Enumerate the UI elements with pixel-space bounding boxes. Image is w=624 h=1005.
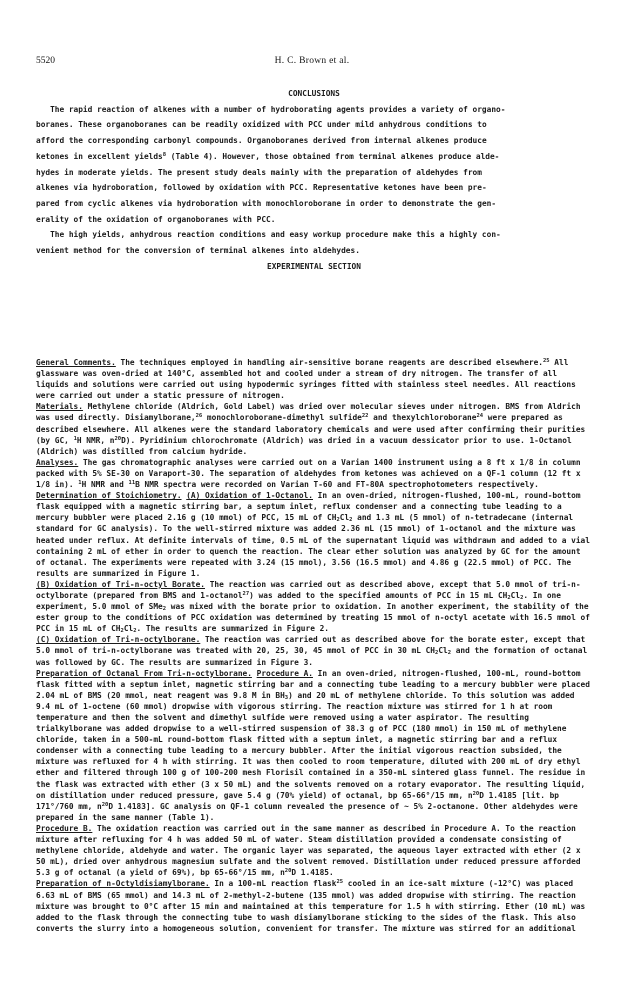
reference-marker: 25 bbox=[336, 879, 344, 886]
octanal-preparation-heading: Preparation of Octanal From Tri-n-octylborane. bbox=[36, 668, 252, 678]
text-line: pared from cyclic alkenes via hydroboration with monochloroborane in order to demonstrate the gen- bbox=[36, 198, 497, 208]
isotope-marker: 11 bbox=[128, 480, 136, 487]
temperature-marker: 20 bbox=[284, 868, 292, 875]
octanol-oxidation-heading: (A) Oxidation of 1-Octanol. bbox=[186, 491, 313, 501]
text-run: In a 100-mL reaction flask bbox=[209, 879, 337, 889]
materials-paragraph bbox=[36, 401, 592, 456]
octanal-procedure-a-paragraph bbox=[36, 668, 592, 823]
text-line: alkenes via hydroboration, followed by oxidation with PCC. Representative ketones have been pre- bbox=[36, 183, 487, 193]
text-run: The techniques employed in handling air-sensitive borane reagents are described elsewhere. bbox=[115, 358, 543, 367]
text-run: The reaction was carried out as described above for the borate ester, except that 5.0 mmol of tri-n-octylborane was treated with 20, 25, 30, 45 mmol of PCC in 30 mL CH bbox=[36, 635, 586, 656]
text-run: and thexylchloroborane bbox=[368, 413, 477, 423]
subscript: 2 bbox=[507, 594, 511, 601]
general-comments-paragraph bbox=[36, 357, 592, 401]
experimental-title: EXPERIMENTAL SECTION bbox=[267, 261, 361, 271]
text-run: H NMR, n bbox=[76, 435, 115, 445]
text-run: The reaction was carried out as described above, except that 5.0 mmol of tri-n-octylborate (prepared from BMS and 1-octanol bbox=[36, 579, 581, 600]
text-line: The high yields, anhydrous reaction conditions and easy workup procedure make this a highly con- bbox=[50, 230, 501, 240]
text-run: Cl bbox=[438, 646, 448, 656]
text-line: hydes in moderate yields. The present study deals mainly with the preparation of aldehydes from bbox=[36, 167, 482, 177]
analyses-heading: Analyses. bbox=[36, 457, 79, 467]
text-run: and the formation of octanal was followed by GC. The results are summarized in Figure 3. bbox=[36, 646, 588, 667]
borate-oxidation-heading: (B) Oxidation of Tri-n-octyl Borate. bbox=[36, 579, 205, 589]
general-comments-heading: General Comments. bbox=[36, 358, 116, 367]
page-header bbox=[36, 56, 588, 68]
reference-marker: 8 bbox=[162, 151, 167, 158]
text-run: All glassware was oven-dried at 140°C, assembled hot and cooled under a stream of dry nitrogen. The transfer of all liquids and solutions were carried out using hypodermic syringes fitted with stainless steel needles. All reactions were carried out under a static pressure of nitrogen. bbox=[36, 358, 576, 401]
text-line: erality of the oxidation of organoboranes with PCC. bbox=[36, 214, 276, 224]
text-run: and 1.3 mL (5 mmol) of n-tetradecane (internal standard for GC analysis). To the well-stirred mixture was added 2.36 mL (15 mmol) of 1-octanol and the mixture was heated under reflux. At definite intervals of time, 0.5 mL of the supernatant liquid was withdrawn and added to a vial containing 2 mL of ether in order to quench the reaction. The clear ether solution was analyzed by GC for the amount of octanal. The experiments were repeated with 3.24 (15 mmol), 3.56 (16.5 mmol) and 4.86 g (22.5 mmol) of PCC. The results are summarized in Figure 1. bbox=[36, 513, 590, 578]
subscript: 2 bbox=[162, 606, 167, 613]
temperature-marker: 20 bbox=[114, 435, 122, 442]
reference-marker: 27 bbox=[242, 590, 250, 597]
reference-marker: 24 bbox=[476, 413, 484, 420]
text-run: Cl bbox=[339, 513, 350, 523]
text-run: H NMR and bbox=[81, 480, 129, 490]
subscript: 2 bbox=[349, 517, 353, 524]
reference-marker: 25 bbox=[542, 358, 550, 364]
text-run: . The results are summarized in Figure 2. bbox=[136, 624, 329, 634]
text-run: (Table 4). However, those obtained from terminal alkenes produce alde- bbox=[166, 151, 500, 161]
text-run: Cl bbox=[123, 624, 134, 634]
conclusions-title: CONCLUSIONS bbox=[288, 89, 340, 98]
subscript: 2 bbox=[447, 650, 452, 657]
stoichiometry-heading: Determination of Stoichiometry. bbox=[36, 491, 182, 501]
disiamylborane-heading: Preparation of n-Octyldisiamylborane. bbox=[36, 879, 210, 889]
text-run: ) was added to the specified amounts of PCC in 15 mL CH bbox=[249, 590, 508, 600]
procedure-b-heading: Procedure B. bbox=[36, 823, 93, 833]
text-line: boranes. These organoboranes can be readily oxidized with PCC under mild anhydrous conditions to bbox=[36, 120, 487, 130]
text-run: In an oven-dried, nitrogen-flushed, 100-mL, round-bottom flask equipped with a magnetic stirring bar, a septum inlet, reflux condenser and a connecting tube leading to a mercury bubbler were placed 2.16 g (10 mmol) of PCC, 15 mL of CH bbox=[36, 491, 581, 523]
text-run: Cl bbox=[510, 590, 521, 600]
subscript: 3 bbox=[284, 694, 289, 701]
text-run: Methylene chloride (Aldrich, Gold Label) was dried over molecular sieves under nitrogen. BMS from Aldrich was used directly. Disiamylborane, bbox=[36, 402, 581, 423]
subscript: 2 bbox=[133, 628, 137, 635]
text-run: D 1.4185. bbox=[291, 868, 334, 878]
subscript: 2 bbox=[520, 594, 524, 601]
analyses-paragraph bbox=[36, 457, 592, 490]
conclusions-paragraph-1 bbox=[36, 102, 592, 228]
materials-heading: Materials. bbox=[36, 402, 83, 412]
isotope-marker: 1 bbox=[73, 435, 77, 442]
text-run: was mixed with the borate prior to oxidation. In another experiment, the stability of the ester group to the conditions of PCC oxidation was determined by treating 15 mmol of n-octyl acetate with 16.5 mmol of PCC in 15 mL of CH bbox=[36, 602, 590, 634]
subscript: 2 bbox=[336, 517, 340, 524]
reference-marker: 22 bbox=[361, 413, 369, 420]
text-run: D 1.4185 [lit. bp 171°/760 mm, n bbox=[36, 790, 559, 811]
text-run: The gas chromatographic analyses were carried out on a Varian 1400 instrument using a 8 ft x 1/8 in column packed with 5% SE-30 on Varaport-30. The separation of aldehydes from ketones was achieved on a QF-1 column (12 ft x 1/8 in). bbox=[36, 457, 581, 490]
text-run: The oxidation reaction was carried out in the same manner as described in Procedure A. To the reaction mixture after refluxing for 4 h was added 50 mL of water. Steam distillation provided a condensate consisting of methylene chloride, aldehyde and water. The organic layer was separated, the aqueous layer extracted with ether (2 x 50 mL), dried over anhydrous magnesium sulfate and the solvent removed. Distillation under reduced pressure afforded 5.3 g of octanal (a yield of 69%), bp 65-66°/15 mm, n bbox=[36, 823, 581, 878]
isotope-marker: 1 bbox=[78, 480, 82, 487]
text-run: ketones in excellent yields bbox=[36, 151, 163, 161]
text-run: . In one experiment, 5.0 mmol of SMe bbox=[36, 590, 561, 612]
conclusions-section bbox=[36, 86, 592, 274]
page-number: 5520 bbox=[36, 56, 55, 66]
text-line: venient method for the conversion of terminal alkenes into aldehydes. bbox=[36, 246, 360, 256]
text-run: cooled in an ice-salt mixture (-12°C) was placed 6.63 mL of BMS (65 mmol) and 14.3 mL of 2-methyl-2-butene (135 mmol) was added dropwise with stirring. The reaction mixture was brought to 0°C after 15 min and maintained at this temperature for 1.5 h with stirring. Ether (10 mL) was added to the flask through the connecting tube to wash disiamylborane sticking to the sides of the flask. This also converts the slurry into a homogeneous solution, convenient for transfer. The mixture was stirred for an additional bbox=[36, 879, 586, 933]
subscript: 2 bbox=[435, 650, 439, 657]
text-run: B NMR spectra were recorded on Varian T-60 and FT-80A spectrophotometers respectively. bbox=[135, 480, 539, 490]
text-run: ) and 20 mL of methylene chloride. To this solution was added 9.4 mL of 1-octene (60 mmol) dropwise with vigorous stirring. The reaction mixture was stirred for 1 h at room temperature and then the solvent and dimethyl sulfide were removed using a water aspirator. The resulting trialkylborane was added dropwise to a well-stirred suspension of 38.3 g of PCC (180 mmol) in 150 mL of methylene chloride, taken in a 500-mL round-bottom flask fitted with a septum inlet, a magnetic stirring bar and a reflux condenser with a connecting tube leading to a mercury bubbler. After the initial vigorous reaction subsided, the mixture was refluxed for 4 h with stirring. It was then cooled to room temperature, diluted with 200 mL of dry ethyl ether and filtered through 100 g of 100-200 mesh Florisil contained in a 350-mL sintered glass funnel. The residue in the flask was extracted with ether (3 x 50 mL) and the solvents removed on a rotary evaporator. The resulting liquid, on distillation under reduced pressure, gave 5.4 g (70% yield) of octanal, bp 65-66°/15 mm, n bbox=[36, 690, 586, 800]
text-line: afford the corresponding carbonyl compounds. Organoboranes derived from internal alkenes produce bbox=[36, 136, 487, 146]
octanal-procedure-b-paragraph bbox=[36, 823, 592, 878]
text-run: were prepared as described elsewhere. All alkenes were the standard laboratory chemicals and were used after confirming their purities (by GC, bbox=[36, 413, 586, 445]
procedure-a-heading: Procedure A. bbox=[256, 668, 313, 678]
disiamylborane-paragraph bbox=[36, 878, 592, 933]
temperature-marker: 20 bbox=[101, 801, 109, 808]
reference-marker: 26 bbox=[195, 413, 203, 420]
borane-oxidation-heading: (C) Oxidation of Tri-n-octylborane. bbox=[36, 635, 201, 645]
text-run: D 1.4183]. GC analysis on QF-1 column revealed the presence of ~ 5% 2-octanone. Other aldehydes were prepared in the same manner (Table 1). bbox=[36, 801, 578, 822]
experimental-section bbox=[36, 357, 592, 934]
text-line bbox=[36, 149, 592, 165]
text-run: In an oven-dried, nitrogen-flushed, 100-mL, round-bottom flask fitted with a septum inlet, magnetic stirring bar and a connecting tube leading to a mercury bubbler were placed 2.04 mL of BMS (20 mmol, neat reagent was 9.8 M in BH bbox=[36, 668, 590, 700]
borane-oxidation-paragraph bbox=[36, 634, 592, 667]
borate-oxidation-paragraph bbox=[36, 579, 592, 634]
temperature-marker: 20 bbox=[472, 790, 480, 797]
text-line: The rapid reaction of alkenes with a number of hydroborating agents provides a variety of organo- bbox=[50, 104, 506, 114]
stoichiometry-paragraph bbox=[36, 490, 592, 579]
running-head: H. C. Brown et al. bbox=[274, 56, 350, 66]
subscript: 2 bbox=[120, 628, 124, 635]
text-run: monochloroborane-dimethyl sulfide bbox=[202, 413, 362, 423]
text-run: D). Pyridinium chlorochromate (Aldrich) was dried in a vacuum dessicator prior to use. 1-Octanol (Aldrich) was distilled from calcium hydride. bbox=[36, 435, 572, 456]
conclusions-paragraph-2 bbox=[36, 227, 592, 258]
